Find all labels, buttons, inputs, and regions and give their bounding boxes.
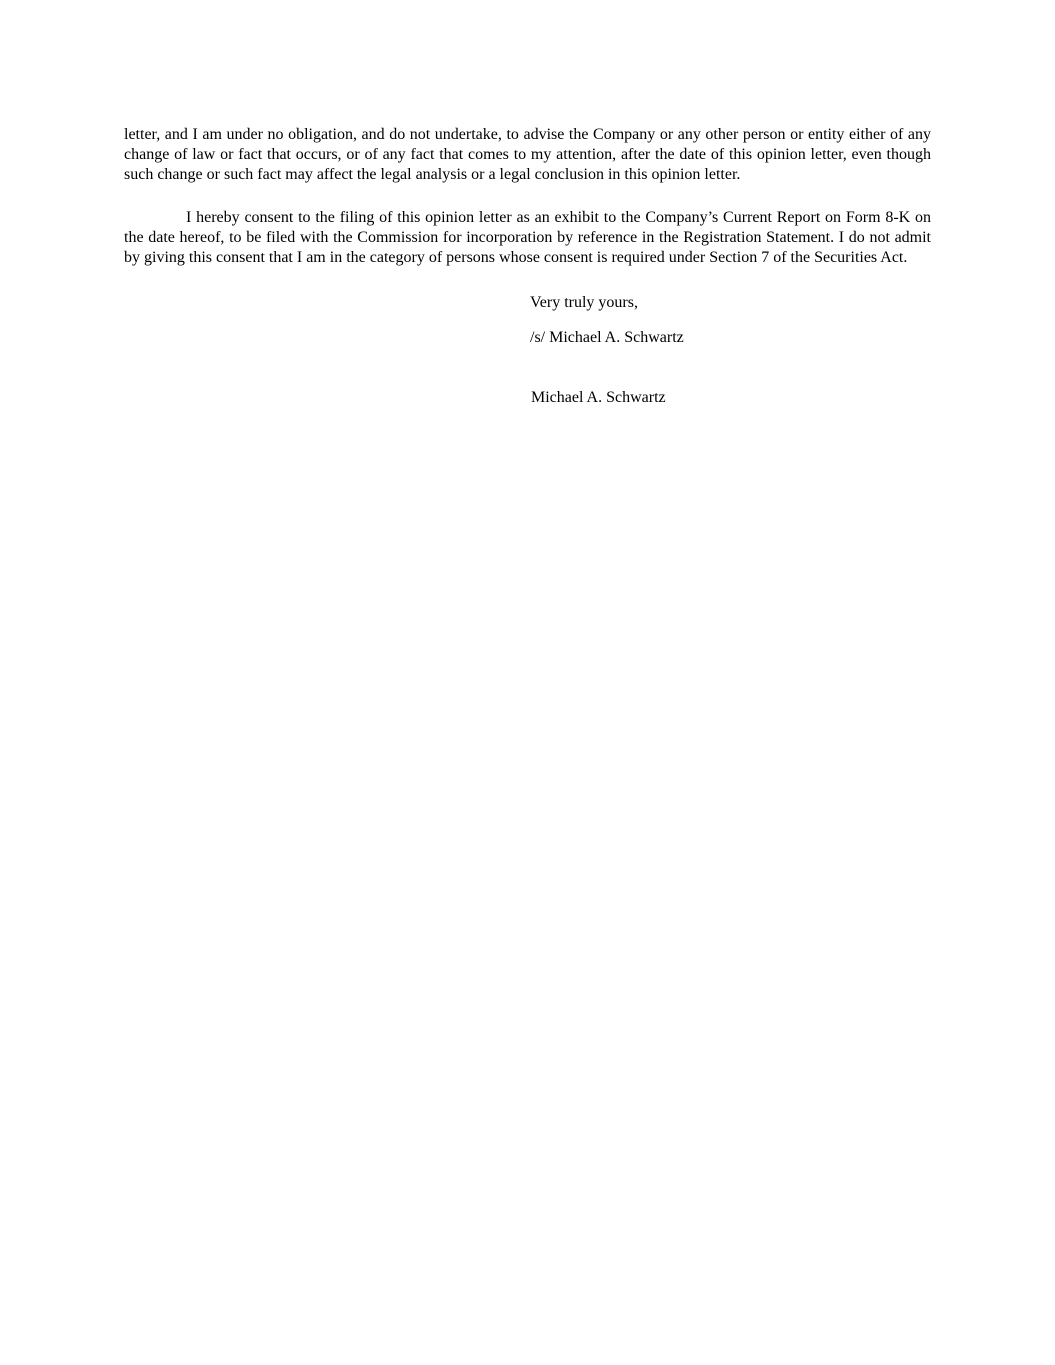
signer-name: Michael A. Schwartz: [531, 389, 666, 406]
body-paragraph-continuation: letter, and I am under no obligation, and do not undertake, to advise the Company or any other person or entity either of any change of law or fact that occurs, or of any fact that comes to my attention, after the date of this opinion letter, even though such change or such fact may affect the legal analysis or a legal conclusion in this opinion letter.: [124, 126, 931, 183]
consent-paragraph: I hereby consent to the filing of this opinion letter as an exhibit to the Company’s Current Report on Form 8-K on the date hereof, to be filed with the Commission for incorporation by reference in the Registration Statement. I do not admit by giving this consent that I am in the category of persons whose consent is required under Section 7 of the Securities Act.: [124, 209, 931, 266]
closing-salutation: Very truly yours,: [530, 294, 638, 311]
signature-line: /s/ Michael A. Schwartz: [530, 329, 684, 346]
